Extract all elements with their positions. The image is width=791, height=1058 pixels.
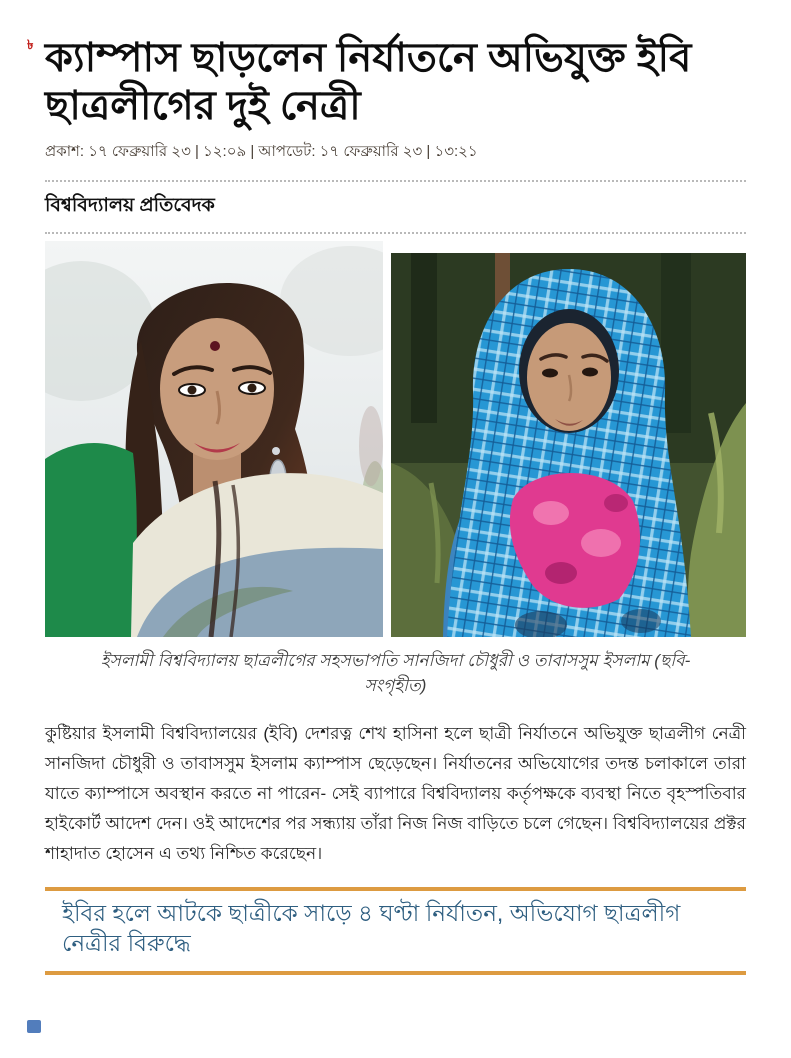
photo-caption: ইসলামী বিশ্ববিদ্যালয় ছাত্রলীগের সহসভাপতি সানজিদা চৌধুরী ও তাবাসসুম ইসলাম (ছবি- সংগৃহীত) — [100, 651, 691, 695]
related-article-link[interactable]: ইবির হলে আটকে ছাত্রীকে সাড়ে ৪ ঘণ্টা নির্যাতন, অভিযোগ ছাত্রলীগ নেত্রীর বিরুদ্ধে — [62, 900, 681, 957]
print-artifact-red-icon: ৳ — [27, 37, 34, 52]
related-article-box[interactable] — [45, 887, 746, 975]
article-page — [0, 34, 791, 975]
print-artifact-blue-icon — [27, 1020, 41, 1033]
article-photos — [45, 241, 746, 637]
byline: বিশ্ববিদ্যালয় প্রতিবেদক — [45, 195, 215, 216]
photo-left-portrait — [45, 241, 383, 637]
publish-update-meta: প্রকাশ: ১৭ ফেব্রুয়ারি ২৩ | ১২:০৯ | আপডেট: ১৭ ফেব্রুয়ারি ২৩ | ১৩:২১ — [45, 143, 478, 160]
photo-right-portrait — [391, 253, 746, 637]
page-title: ক্যাম্পাস ছাড়লেন নির্যাতনে অভিযুক্ত ইবি ছাত্রলীগের দুই নেত্রী — [45, 36, 692, 128]
article-body: কুষ্টিয়ার ইসলামী বিশ্ববিদ্যালয়ের (ইবি) দেশরত্ন শেখ হাসিনা হলে ছাত্রী নির্যাতনে অভিযুক্ত ছাত্রলীগ নেত্রী সানজিদা চৌধুরী ও তাবাসসুম ইসলাম ক্যাম্পাস ছেড়েছেন। নির্যাতনের অভিযোগের তদন্ত চলাকালে তারা যাতে ক্যাম্পাসে অবস্থান করতে না পারেন- সেই ব্যাপারে বিশ্ববিদ্যালয় কর্তৃপক্ষকে ব্যবস্থা নিতে বৃহস্পতিবার হাইকোর্ট আদেশ দেন। ওই আদেশের পর সন্ধ্যায় তাঁরা নিজ নিজ বাড়িতে চলে গেছেন। বিশ্ববিদ্যালয়ের প্রক্টর শাহাদাত হোসেন এ তথ্য নিশ্চিত করেছেন। — [45, 724, 746, 864]
divider-below-byline — [45, 232, 746, 234]
divider-top — [45, 180, 746, 182]
